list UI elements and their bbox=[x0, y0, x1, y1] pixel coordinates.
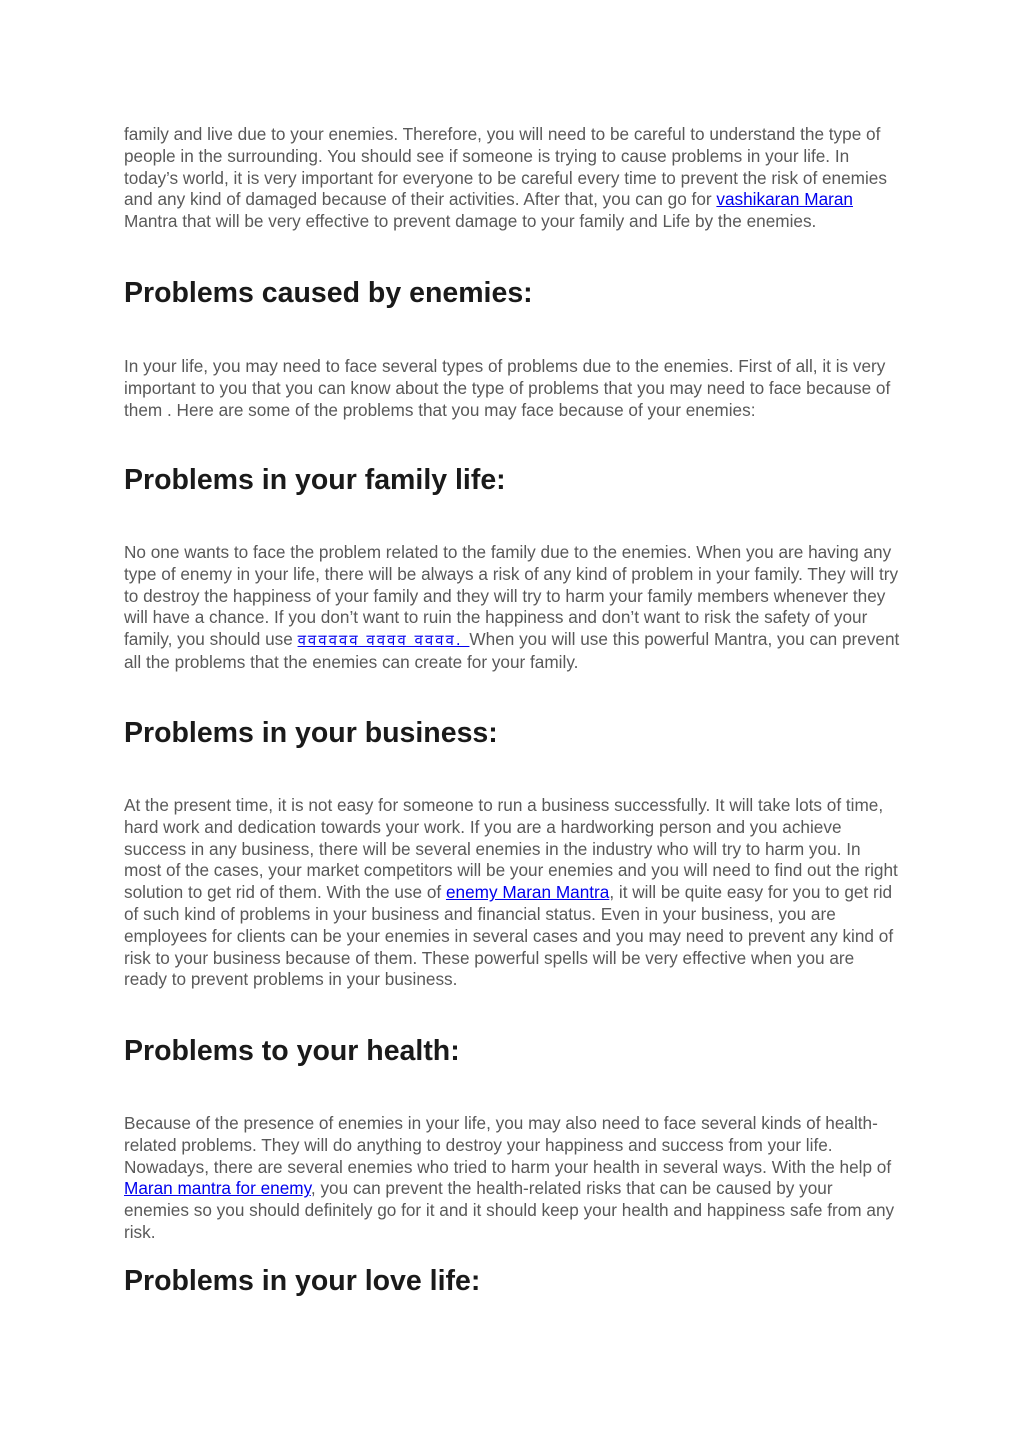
heading-family-life: Problems in your family life: bbox=[124, 464, 506, 496]
paragraph-text: When you will use this powerful Mantra, you can prevent all the problems that the enemies can create for your family. bbox=[124, 629, 900, 672]
paragraph-text: Because of the presence of enemies in your life, you may also need to face several kinds of health-related problems. They will do anything to destroy your happiness and success from your life. Nowadays, there are several enemies who tried to harm your health in several ways. With the help of bbox=[124, 1113, 892, 1177]
paragraph-text: At the present time, it is not easy for someone to run a business successfully. It will take lots of time, hard work and dedication towards your work. If you are a hardworking person and you achieve success in any business, there will be several enemies in the industry who will try to harm you. In most of the cases, your market competitors will be your enemies and you will need to find out the right solution to get rid of them. With the use of bbox=[124, 795, 898, 903]
paragraph-health bbox=[124, 1113, 900, 1244]
enemy-maran-mantra-link[interactable]: enemy Maran Mantra bbox=[445, 882, 610, 903]
intro-paragraph bbox=[124, 124, 900, 233]
paragraph-problems-caused bbox=[124, 356, 900, 421]
paragraph-business bbox=[124, 795, 900, 991]
paragraph-text: In your life, you may need to face several types of problems due to the enemies. First of all, it is very important to you that you can know about the type of problems that you may need to face because of them . Here are some of the problems that you may face because of your enemies: bbox=[124, 356, 891, 420]
intro-text-2: Mantra that will be very effective to prevent damage to your family and Life by the enemies. bbox=[124, 211, 817, 232]
intro-text-1: family and live due to your enemies. Therefore, you will need to be careful to understand the type of people in the surrounding. You should see if someone is trying to cause problems in your life. In today’s world, it is very important for everyone to be careful every time to prevent the risk of enemies and any kind of damaged because of their activities. After that, you can go for bbox=[124, 124, 887, 210]
maran-mantra-for-enemy-link[interactable]: Maran mantra for enemy bbox=[124, 1178, 311, 1199]
paragraph-text: , you can prevent the health-related risks that can be caused by your enemies so you should definitely go for it and it should keep your health and happiness safe from any risk. bbox=[124, 1178, 895, 1242]
heading-business: Problems in your business: bbox=[124, 717, 498, 749]
paragraph-text: , it will be quite easy for you to get rid of such kind of problems in your business and financial status. Even in your business, you are employees for clients can be your enemies in several cases and you may need to prevent any kind of risk to your business because of them. These powerful spells will be very effective when you are ready to prevent problems in your business. bbox=[124, 882, 894, 990]
heading-problems-caused-by-enemies: Problems caused by enemies: bbox=[124, 277, 533, 309]
heading-health: Problems to your health: bbox=[124, 1035, 460, 1067]
hindi-mantra-link[interactable]: वववववव वववव वववव. bbox=[297, 631, 470, 650]
paragraph-family-life bbox=[124, 542, 900, 674]
vashikaran-maran-link[interactable]: vashikaran Maran bbox=[716, 189, 853, 210]
paragraph-text: No one wants to face the problem related to the family due to the enemies. When you are having any type of enemy in your life, there will be always a risk of any kind of problem in your family. They will try to destroy the happiness of your family and they will try to harm your family members whenever they will have a chance. If you don’t want to ruin the happiness and don’t want to risk the safety of your family, you should use bbox=[124, 542, 899, 650]
heading-love-life: Problems in your love life: bbox=[124, 1265, 481, 1297]
